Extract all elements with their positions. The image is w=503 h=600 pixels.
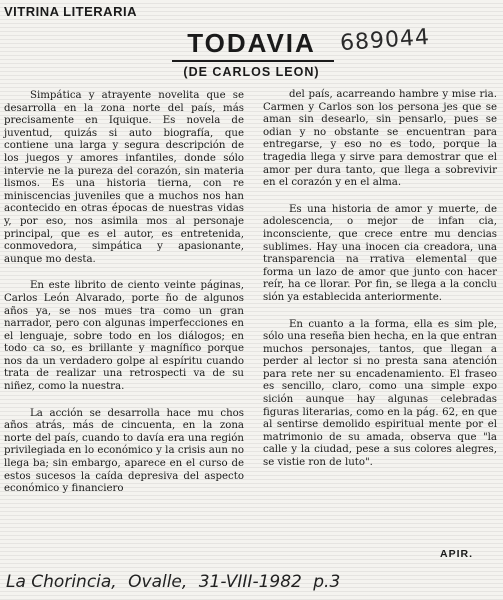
source-page: p.3 [313, 572, 341, 592]
article-subtitle: (DE CARLOS LEON) [183, 65, 320, 79]
paragraph: Simpática y atrayente novelita que se desarrolla en la zona norte del país, más precisamente en Iquique. Es novela de juventud, quizás si auto biografía, que contiene una larga y segura descripción de los juegos y amores infantiles, donde sólo intervie ne la pureza del corazón, sin materia lismos. Es una historia tierna, con re miniscencias juveniles que a muchos nos han acontecido en otras épocas de nuestras vidas y, por eso, nos asimila mos al personaje principal, que es el autor, es entretenida, conmovedora, simpática y apasionante, aunque mo desta. [4, 90, 244, 265]
paragraph: del país, acarreando hambre y mise ria. Carmen y Carlos son los persona jes que se aman sin desearlo, sin pensarlo, pues se odian y no obstante se encuentran para entregarse, y eso no es todo, porque la tragedia llega y sirve para demostrar que el amor per dura tanto, que llega a sobrevivir en el corazón y en el alma. [263, 89, 497, 189]
handwritten-archive-code: 689044 [339, 24, 431, 57]
title-underline [172, 60, 334, 62]
author-signature: APIR. [439, 548, 473, 560]
article-title: TODAVIA [187, 28, 316, 58]
paragraph: Es una historia de amor y muerte, de adolescencia, o mejor de infan cia, inconsciente, que crece entre mu dencias sublimes. Hay una inocen cia creadora, una transparencia na rrativa elemental que forma un lazo de amor que junto con hacer reír, ha ce llorar. Por fin, se llega a la conclu sión ya establecida anteriormente. [263, 203, 497, 303]
paragraph: En este librito de ciento veinte páginas, Carlos León Alvarado, porte ño de algunos años ya, se nos mues tra como un gran narrador, pero con algunas imperfecciones en el lenguaje, sobre todo en los diálogos; en todo ca so, es brillante y magnífico porque nos da un verdadero golpe al espíritu cuando trata de realizar una retrospecti va de su niñez, como la nuestra. [4, 280, 244, 393]
paragraph: En cuanto a la forma, ella es sim ple, sólo una reseña bien hecha, en la que entran muchos personajes, tantos, que llegan a perder al lector si no presta sana atención para rete ner su encadenamiento. El fraseo es sencillo, claro, como una simple expo sición aunque hay algunas celebradas figuras literarias, como en la pág. 62, en que al sentirse demolido espiritual mente por el matrimonio de su amada, observa que "la calle y la ciudad, pese a sus colores alegres, se vistie ron de luto". [263, 318, 497, 469]
source-newspaper: La Chorincia, [6, 572, 117, 592]
article-column-right [263, 89, 497, 484]
article-column-left [4, 90, 244, 510]
source-date: 31-VIII-1982 [198, 572, 302, 592]
section-label: VITRINA LITERARIA [4, 4, 137, 19]
source-city: Ovalle, [128, 572, 188, 592]
handwritten-source-note [6, 572, 496, 592]
paragraph: La acción se desarrolla hace mu chos años atrás, más de cincuenta, en la zona norte del país, cuando to davía era una región privilegiada en lo económico y la crisis aun no llega ba; sin embargo, aparece en el curso de estos sucesos la caída depresiva del aspecto económico y financiero [4, 407, 244, 495]
